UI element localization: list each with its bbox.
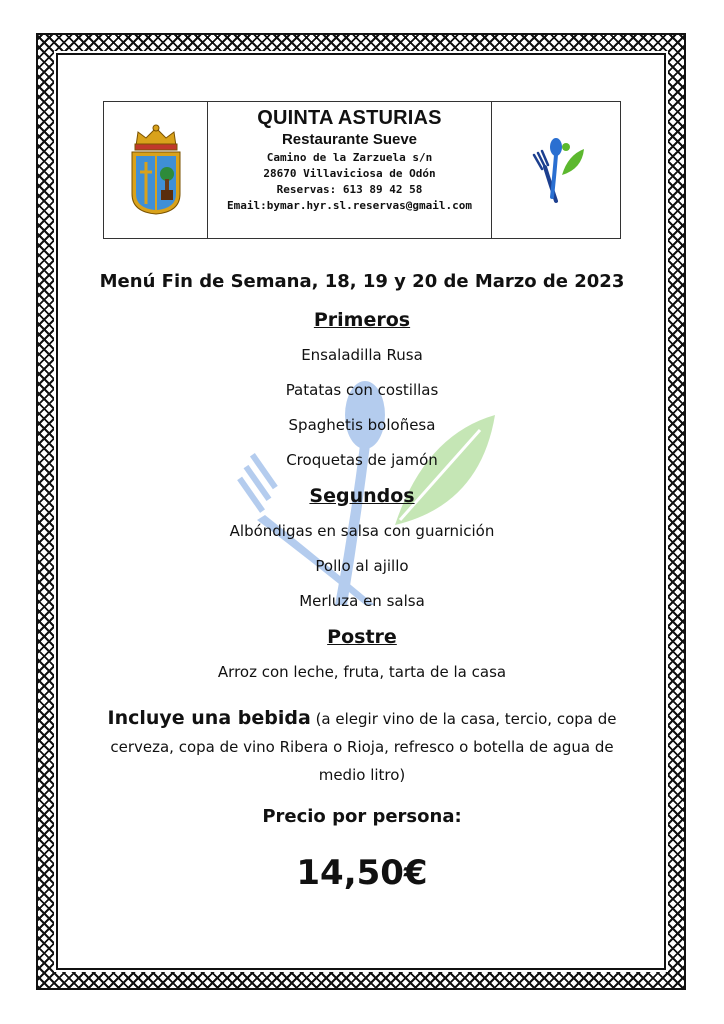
- price-label: Precio por persona:: [262, 806, 462, 827]
- menu-item: Pollo al ajillo: [315, 557, 409, 575]
- address-line: Camino de la Zarzuela s/n: [266, 151, 433, 164]
- section-heading-segundos: Segundos: [309, 485, 415, 507]
- drink-note-bold: Incluye una bebida: [107, 707, 311, 729]
- menu-item: Croquetas de jamón: [286, 451, 438, 469]
- coat-of-arms-cell: [104, 102, 208, 238]
- restaurant-info: [208, 102, 492, 238]
- drink-note: [100, 704, 624, 789]
- menu-item: Spaghetis boloñesa: [288, 416, 436, 434]
- price-value: 14,50€: [296, 853, 428, 893]
- menu-content: [60, 262, 664, 893]
- restaurant-name: QUINTA ASTURIAS: [257, 107, 442, 129]
- menu-item: Albóndigas en salsa con guarnición: [229, 522, 495, 540]
- coat-of-arms-icon: [126, 124, 186, 216]
- reservations-line: Reservas: 613 89 42 58: [276, 183, 423, 196]
- section-heading-primeros: Primeros: [313, 309, 411, 331]
- city-line: 28670 Villaviciosa de Odón: [263, 167, 436, 180]
- cutlery-leaf-logo-icon: [524, 135, 588, 205]
- logo-cell: [492, 102, 620, 238]
- menu-item: Patatas con costillas: [285, 381, 439, 399]
- menu-title: Menú Fin de Semana, 18, 19 y 20 de Marzo de 2023: [99, 271, 625, 292]
- restaurant-subtitle: Restaurante Sueve: [281, 131, 418, 148]
- section-heading-postre: Postre: [327, 626, 397, 648]
- drink-note-detail: (a elegir vino de la casa, tercio, copa de cerveza, copa de vino Ribera o Rioja, refresco o botella de agua de medio litro): [110, 710, 617, 784]
- menu-item: Arroz con leche, fruta, tarta de la casa: [217, 663, 507, 681]
- restaurant-header: [103, 101, 621, 239]
- menu-item: Merluza en salsa: [299, 592, 425, 610]
- email-line: Email:bymar.hyr.sl.reservas@gmail.com: [226, 199, 473, 212]
- menu-item: Ensaladilla Rusa: [301, 346, 423, 364]
